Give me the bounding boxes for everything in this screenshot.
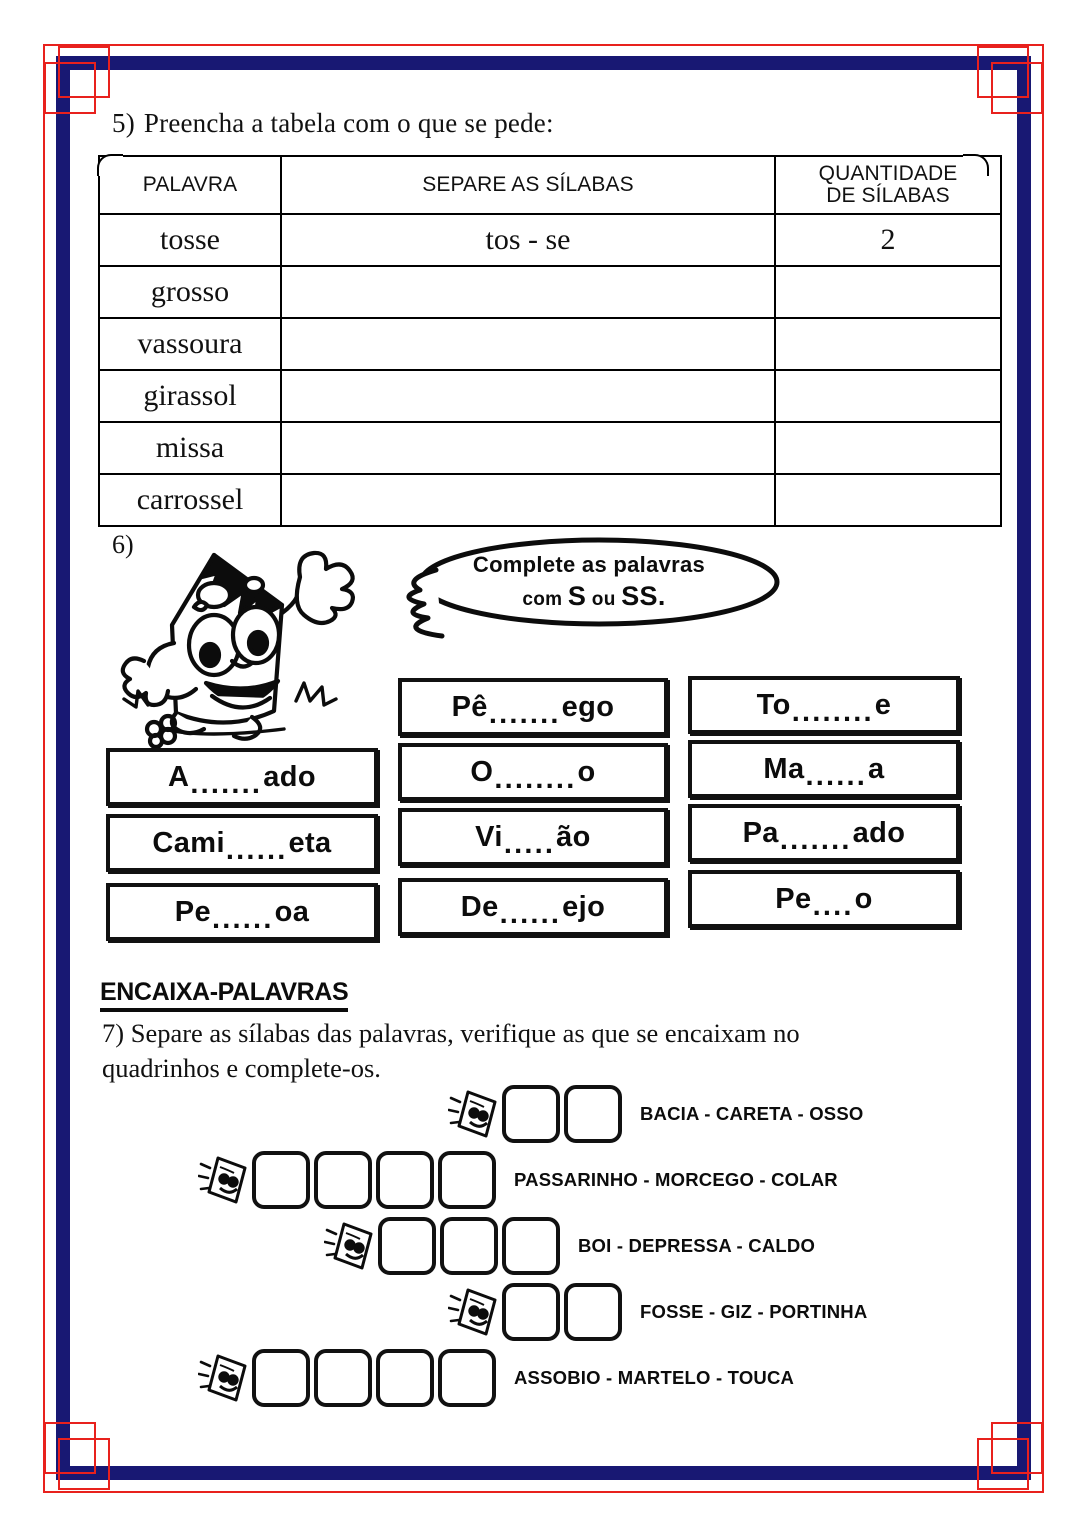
syllable-table-wrapper xyxy=(98,155,988,516)
wordbox-prefix: Pe xyxy=(775,882,812,915)
wordbox-blank: ...... xyxy=(805,759,868,792)
flying-card-face-icon xyxy=(448,1086,500,1142)
exercise7-prompt xyxy=(102,1016,1011,1086)
wordbox-suffix: e xyxy=(874,688,892,721)
flying-card-face-icon xyxy=(198,1350,250,1406)
wordbox-blank: ........ xyxy=(494,762,577,795)
wordbox-blank: ....... xyxy=(779,823,852,856)
exercise5-number: 5) xyxy=(112,108,135,138)
wordbox-suffix: ão xyxy=(556,820,591,853)
wordbox-suffix: a xyxy=(868,752,885,785)
worksheet-content xyxy=(76,78,1011,1458)
cheese-character-icon xyxy=(106,533,366,748)
puzzle-cell[interactable] xyxy=(438,1151,496,1209)
wordbox-blank: .... xyxy=(812,889,854,922)
puzzle-row-label: FOSSE - GIZ - PORTINHA xyxy=(640,1301,868,1322)
puzzle-row xyxy=(198,1347,794,1409)
exercise6-number: 6) xyxy=(112,530,134,559)
cell-separe[interactable] xyxy=(281,474,775,526)
wordbox-blank: ...... xyxy=(499,897,562,930)
wordbox-camiseta[interactable] xyxy=(106,814,378,872)
wordbox-suffix: eta xyxy=(288,826,332,859)
table-row xyxy=(99,474,1001,526)
table-corner-top-left xyxy=(97,154,123,176)
cell-separe[interactable] xyxy=(281,266,775,318)
puzzle-row xyxy=(448,1083,863,1145)
bubble-ou: ou xyxy=(586,589,622,610)
table-header-palavra: PALAVRA xyxy=(99,156,281,214)
cell-palavra: grosso xyxy=(99,266,281,318)
wordbox-prefix: O xyxy=(470,755,494,788)
table-header-quantidade-line2: DE SÍLABAS xyxy=(826,184,950,207)
wordbox-blank: ...... xyxy=(212,902,274,935)
wordbox-prefix: Pa xyxy=(742,816,779,849)
wordbox-prefix: To xyxy=(756,688,791,721)
wordbox-suffix: ado xyxy=(263,760,316,793)
cell-quantidade[interactable] xyxy=(775,422,1001,474)
wordbox-prefix: Pê xyxy=(451,690,488,723)
wordbox-suffix: ego xyxy=(561,690,615,723)
cell-palavra: vassoura xyxy=(99,318,281,370)
wordbox-suffix: o xyxy=(577,755,596,788)
cell-quantidade[interactable] xyxy=(775,370,1001,422)
puzzle-cell[interactable] xyxy=(378,1217,436,1275)
cell-separe[interactable] xyxy=(281,370,775,422)
puzzle-grid xyxy=(76,1083,1011,1423)
table-header-quantidade-line1: QUANTIDADE xyxy=(818,161,958,185)
puzzle-row xyxy=(198,1149,838,1211)
table-row xyxy=(99,370,1001,422)
flying-card-face-icon xyxy=(324,1218,376,1274)
wordbox-assado[interactable] xyxy=(106,748,378,806)
section-title-encaixa-palavras: ENCAIXA-PALAVRAS xyxy=(100,978,348,1012)
wordbox-prefix: De xyxy=(460,890,499,923)
wordbox-osso[interactable] xyxy=(398,743,668,801)
wordbox-prefix: Pe xyxy=(174,895,212,928)
puzzle-cell[interactable] xyxy=(252,1349,310,1407)
puzzle-cell[interactable] xyxy=(314,1349,372,1407)
wordbox-blank: ....... xyxy=(488,697,561,730)
wordbox-suffix: ejo xyxy=(562,890,606,923)
cell-quantidade[interactable] xyxy=(775,318,1001,370)
puzzle-cell[interactable] xyxy=(502,1085,560,1143)
wordbox-prefix: Cami xyxy=(152,826,225,859)
wordbox-passado[interactable] xyxy=(688,804,960,862)
puzzle-row xyxy=(324,1215,815,1277)
table-row xyxy=(99,214,1001,266)
syllable-table xyxy=(98,155,1002,527)
cell-quantidade[interactable] xyxy=(775,266,1001,318)
wordbox-blank: ....... xyxy=(190,767,263,800)
bubble-ss: SS. xyxy=(621,581,666,611)
speech-bubble xyxy=(394,534,784,644)
puzzle-cell[interactable] xyxy=(502,1283,560,1341)
wordbox-suffix: o xyxy=(854,882,873,915)
cell-separe[interactable] xyxy=(281,318,775,370)
puzzle-row-label: ASSOBIO - MARTELO - TOUCA xyxy=(514,1367,795,1388)
wordbox-pessoa[interactable] xyxy=(106,883,378,941)
puzzle-cell[interactable] xyxy=(376,1349,434,1407)
cell-separe[interactable]: tos - se xyxy=(281,214,775,266)
bubble-s: S xyxy=(567,581,587,611)
table-header-separe: SEPARE AS SÍLABAS xyxy=(281,156,775,214)
cell-palavra: girassol xyxy=(99,370,281,422)
wordbox-blank: ........ xyxy=(791,695,874,728)
table-row xyxy=(99,266,1001,318)
cell-palavra: carrossel xyxy=(99,474,281,526)
cell-palavra: tosse xyxy=(99,214,281,266)
puzzle-cell[interactable] xyxy=(252,1151,310,1209)
table-row xyxy=(99,318,1001,370)
puzzle-cell[interactable] xyxy=(564,1085,622,1143)
wordbox-prefix: A xyxy=(168,760,190,793)
wordbox-blank: ..... xyxy=(503,827,556,860)
puzzle-cell[interactable] xyxy=(564,1283,622,1341)
puzzle-cell[interactable] xyxy=(376,1151,434,1209)
puzzle-cell[interactable] xyxy=(438,1349,496,1407)
wordbox-massa[interactable] xyxy=(688,740,960,798)
wordbox-suffix: ado xyxy=(852,816,906,849)
puzzle-cell[interactable] xyxy=(314,1151,372,1209)
puzzle-row-label: PASSARINHO - MORCEGO - COLAR xyxy=(514,1169,838,1190)
table-row xyxy=(99,422,1001,474)
bubble-com: com xyxy=(522,589,568,610)
table-header-row xyxy=(99,156,1001,214)
speech-bubble-line1: Complete as palavras xyxy=(472,552,706,577)
wordbox-prefix: Vi xyxy=(475,820,503,853)
exercise7-prompt-line2: quadrinhos e complete-os. xyxy=(102,1052,381,1083)
flying-card-face-icon xyxy=(448,1284,500,1340)
cell-separe[interactable] xyxy=(281,422,775,474)
exercise7-prompt-line1: 7) Separe as sílabas das palavras, verifique as que se encaixam no xyxy=(102,1018,800,1048)
wordbox-pessego[interactable] xyxy=(398,678,668,736)
cell-quantidade[interactable] xyxy=(775,474,1001,526)
wordbox-desejo[interactable] xyxy=(398,878,668,936)
wordbox-blank: ...... xyxy=(225,833,288,866)
puzzle-row-label: BACIA - CARETA - OSSO xyxy=(640,1103,864,1124)
wordbox-tosse[interactable] xyxy=(688,676,960,734)
wordbox-peso[interactable] xyxy=(688,870,960,928)
puzzle-row xyxy=(448,1281,867,1343)
cell-palavra: missa xyxy=(99,422,281,474)
wordbox-suffix: oa xyxy=(274,895,310,928)
wordbox-prefix: Ma xyxy=(763,752,805,785)
flying-card-face-icon xyxy=(198,1152,250,1208)
exercise5-prompt-text: Preencha a tabela com o que se pede: xyxy=(143,108,554,138)
exercise5-prompt xyxy=(112,108,554,139)
puzzle-cell[interactable] xyxy=(440,1217,498,1275)
puzzle-cell[interactable] xyxy=(502,1217,560,1275)
wordbox-visao[interactable] xyxy=(398,808,668,866)
cell-quantidade[interactable]: 2 xyxy=(775,214,1001,266)
puzzle-row-label: BOI - DEPRESSA - CALDO xyxy=(578,1235,816,1256)
